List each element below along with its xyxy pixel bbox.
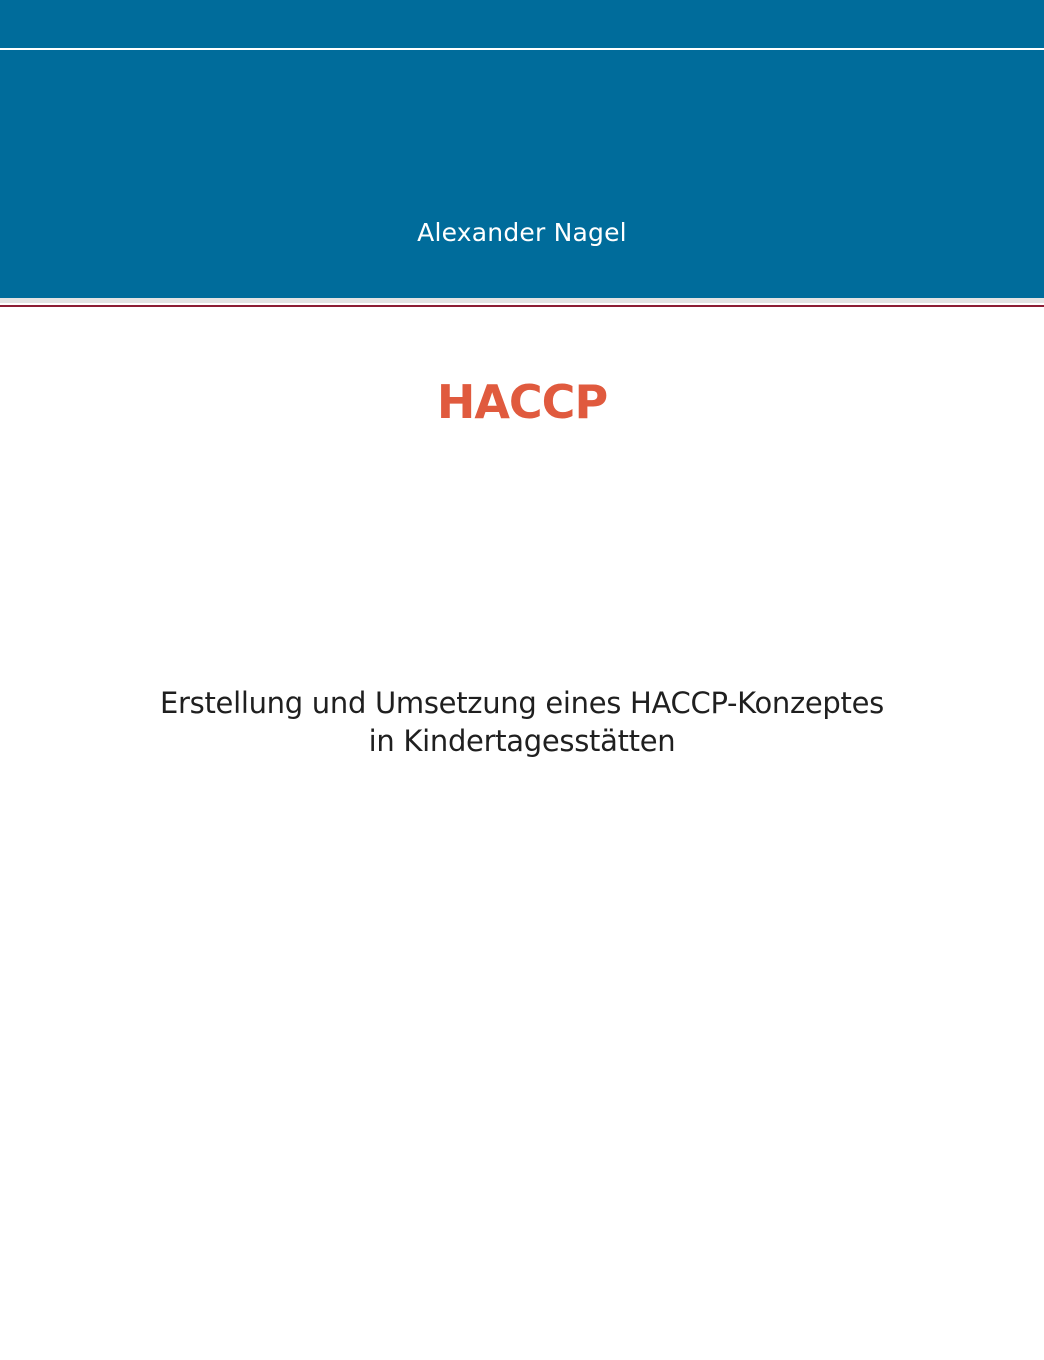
subtitle-line-1: Erstellung und Umsetzung eines HACCP-Konzeptes [160,686,884,720]
separator-shadow [0,298,1044,303]
separator-rule [0,305,1044,307]
author-name: Alexander Nagel [417,218,627,247]
subtitle-line-2: in Kindertagesstätten [368,724,676,758]
book-subtitle [0,684,1044,760]
book-title: HACCP [436,375,608,429]
header-band [0,0,1044,298]
header-hairline [0,48,1044,50]
